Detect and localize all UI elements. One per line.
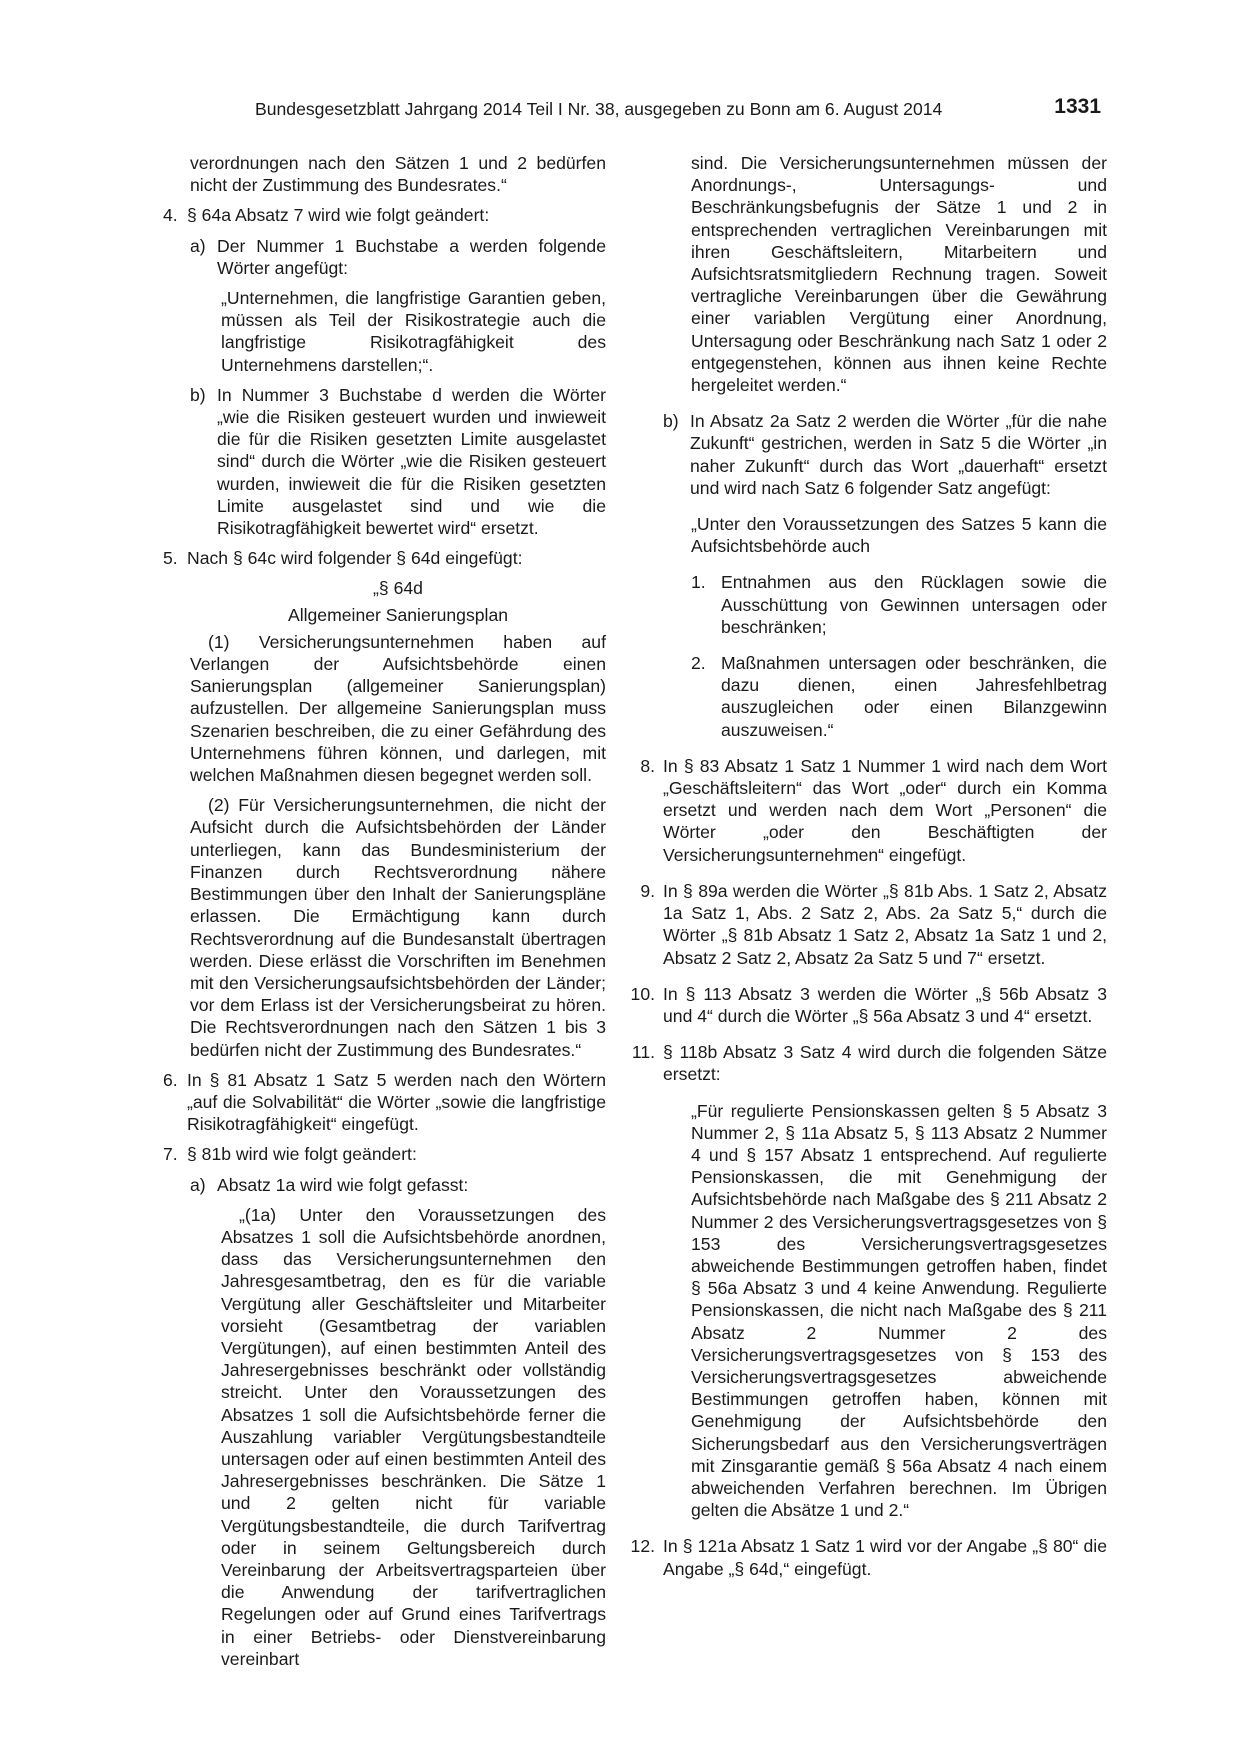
item-7: [163, 1143, 606, 1165]
list-text: Maßnahmen untersagen oder beschränken, die dazu dienen, einen Jahresfehlbetrag auszugleichen oder einen Bilanzgewinn auszuweisen.“: [721, 653, 1107, 740]
sub-item-text: In Nummer 3 Buchstabe d werden die Wörter „wie die Risiken gesteuert wurden und inwieweit die für die Risiken gesetzten Limite ausgelastet sind“ durch die Wörter „wie die Risiken gesteuert wurden, inwieweit die für die Risiken gesetzten Limite ausgelastet sind und wie die Risikotragfähigkeit bewertet wird“ ersetzt.: [217, 384, 606, 539]
item-number: 10.: [630, 983, 655, 1004]
list-text: Entnahmen aus den Rücklagen sowie die Ausschüttung von Gewinnen untersagen oder beschränken;: [721, 572, 1107, 637]
item-7a: [163, 1174, 606, 1196]
quote-text: „(1a) Unter den Voraussetzungen des Absatzes 1 soll die Aufsichtsbehörde anordnen, dass das Versicherungsunternehmen den Jahresgesamtbetrag, den es für die variable Vergütung aller Geschäftsleiter und Mitarbeiter vorsieht (Gesamtbetrag der variablen Vergütungen), auf einen bestimmten Anteil des Jahresergebnisses beschränkt oder vollständig streicht. Unter den Voraussetzungen des Absatzes 1 soll die Aufsichtsbehörde ferner die Auszahlung variabler Vergütungsbestandteile untersagen oder auf einen bestimmten Anteil des Jahresergebnisses beschränken. Die Sätze 1 und 2 gelten nicht für variable Vergütungsbestandteile, die durch Tarifvertrag oder in seinem Geltungsbereich durch Vereinbarung der Arbeitsvertragsparteien über die Anwendung der tarifvertraglichen Regelungen oder auf Grund eines Tarifvertrags in einer Betriebs- oder Dienstvereinbarung vereinbart: [221, 1204, 606, 1669]
item-text: § 81b wird wie folgt geändert:: [187, 1144, 417, 1165]
item-text: Nach § 64c wird folgender § 64d eingefügt:: [187, 548, 523, 569]
list-number: 2.: [691, 653, 706, 674]
item-4a: [163, 235, 606, 279]
sub-item-text: In Absatz 2a Satz 2 werden die Wörter „für die nahe Zukunft“ gestrichen, werden in Satz 5 die Wörter „in naher Zukunft“ durch das Wort „dauerhaft“ ersetzt und wird nach Satz 6 folgender Satz angefügt:: [690, 411, 1107, 498]
intro-continuation: verordnungen nach den Sätzen 1 und 2 bedürfen nicht der Zustimmung des Bundesrates.“: [190, 153, 606, 196]
paragraph-heading: Allgemeiner Sanierungsplan: [287, 604, 509, 625]
sub-item-letter: b): [190, 384, 206, 405]
item-number: 8.: [640, 755, 655, 776]
sub-item-letter: a): [190, 235, 206, 256]
paragraph-absatz-1: (1) Versicherungsunternehmen haben auf Verlangen der Aufsichtsbehörde einen Sanierungsplan (allgemeiner Sanierungsplan) aufzustellen. Der allgemeine Sanierungsplan muss Szenarien beschreiben, die zu einer Gefährdung des Unternehmens führen können, und darlegen, mit welchen Maßnahmen diesen begegnet werden soll.: [190, 631, 606, 786]
item-number: 7.: [163, 1144, 178, 1165]
item-number: 9.: [640, 880, 655, 901]
item-text: § 64a Absatz 7 wird wie folgt geändert:: [187, 205, 490, 226]
item-text: In § 83 Absatz 1 Satz 1 Nummer 1 wird nach dem Wort „Geschäftsleitern“ das Wort „oder“ durch ein Komma ersetzt und werden nach dem Wort „Personen“ die Wörter „oder den Beschäftigten der Versicherungsunternehmen“ eingefügt.: [663, 755, 1107, 865]
item-12: [623, 1535, 1107, 1579]
item-text: In § 121a Absatz 1 Satz 1 wird vor der Angabe „§ 80“ die Angabe „§ 64d,“ eingefügt.: [663, 1536, 1107, 1579]
list-number: 1.: [691, 572, 706, 593]
item-text: § 118b Absatz 3 Satz 4 wird durch die folgenden Sätze ersetzt:: [663, 1042, 1107, 1085]
item-text: In § 113 Absatz 3 werden die Wörter „§ 56b Absatz 3 und 4“ durch die Wörter „§ 56a Absatz 3 und 4“ ersetzt.: [663, 983, 1107, 1026]
sub-item-text: Absatz 1a wird wie folgt gefasst:: [217, 1174, 469, 1195]
item-4b: [163, 384, 606, 539]
item-10: [623, 983, 1107, 1027]
sub-item-text: Der Nummer 1 Buchstabe a werden folgende Wörter angefügt:: [217, 235, 606, 278]
page-number: 1331: [1054, 95, 1101, 118]
sub-item-letter: a): [190, 1174, 206, 1195]
item-5: [163, 547, 606, 569]
item-9: [623, 880, 1107, 969]
list-item-1: [623, 571, 1107, 638]
item-8: [623, 755, 1107, 866]
quote-text: „Unter den Voraussetzungen des Satzes 5 kann die Aufsichtsbehörde auch: [691, 514, 1107, 557]
item-number: 4.: [163, 205, 178, 226]
sub-item-letter: b): [663, 411, 679, 432]
item-7b: [623, 410, 1107, 499]
header-title: Bundesgesetzblatt Jahrgang 2014 Teil I Nr. 38, ausgegeben zu Bonn am 6. August 2014: [255, 99, 943, 119]
item-text: In § 89a werden die Wörter „§ 81b Abs. 1 Satz 2, Absatz 1a Satz 1, Abs. 2 Satz 2, Abs. 2a Satz 5,“ durch die Wörter „§ 81b Absatz 1 Satz 2, Absatz 1a Satz 1 und 2, Absatz 2 Satz 2, Absatz 2a Satz 5 und 7“ ersetzt.: [663, 880, 1107, 968]
item-number: 5.: [163, 548, 178, 569]
paragraph-absatz-2: (2) Für Versicherungsunternehmen, die nicht der Aufsicht durch die Aufsichtsbehörden der Länder unterliegen, kann das Bundesministerium der Finanzen durch Rechtsverordnung nähere Bestimmungen über den Inhalt der Sanierungspläne erlassen. Die Ermächtigung kann durch Rechtsverordnung auf die Bundesanstalt übertragen werden. Diese erlässt die Vorschriften im Benehmen mit den Versicherungsaufsichtsbehörden der Länder; vor dem Erlass ist der Versicherungsbeirat zu hören. Die Rechtsverordnungen nach den Sätzen 1 bis 3 bedürfen nicht der Zustimmung des Bundesrates.“: [190, 795, 606, 1060]
quote-text: „Unternehmen, die langfristige Garantien geben, müssen als Teil der Risikostrategie auch die langfristige Risikotragfähigkeit des Unternehmens darstellen;“.: [221, 288, 606, 375]
left-column: [163, 152, 606, 1670]
paragraph-title: „§ 64d: [373, 578, 423, 599]
item-number: 6.: [163, 1069, 178, 1090]
right-column: [623, 152, 1107, 1580]
running-header: [255, 95, 1105, 126]
list-item-2: [623, 652, 1107, 741]
item-4: [163, 204, 606, 226]
item-11: [623, 1041, 1107, 1085]
item-number: 12.: [630, 1536, 655, 1557]
quote-text: „Für regulierte Pensionskassen gelten § 5 Absatz 3 Nummer 2, § 11a Absatz 5, § 113 Absatz 2 Nummer 4 und § 157 Absatz 1 entsprechend. Auf regulierte Pensionskassen, die mit Genehmigung der Aufsichtsbehörde nach Maßgabe des § 211 Absatz 2 Nummer 2 des Versicherungsvertragsgesetzes von § 153 des Versicherungsvertragsgesetzes abweichende Bestimmungen getroffen haben, findet § 56a Absatz 3 und 4 keine Anwendung. Regulierte Pensionskassen, die nicht nach Maßgabe des § 211 Absatz 2 Nummer 2 des Versicherungsvertragsgesetzes von § 153 des Versicherungsvertragsgesetzes abweichende Bestimmungen getroffen haben, können mit Genehmigung der Aufsichtsbehörde den Sicherungsbedarf aus den Versicherungsverträgen mit Zinsgarantie gemäß § 56a Absatz 4 nach einem abweichenden Verfahren berechnen. Im Übrigen gelten die Absätze 1 und 2.“: [691, 1100, 1107, 1521]
item-6: [163, 1069, 606, 1136]
item-text: In § 81 Absatz 1 Satz 5 werden nach den Wörtern „auf die Solvabilität“ die Wörter „sowie die langfristige Risikotragfähigkeit“ eingefügt.: [187, 1069, 606, 1135]
item-number: 11.: [631, 1042, 655, 1063]
quote-continuation: sind. Die Versicherungsunternehmen müssen der Anordnungs-, Untersagungs- und Beschränkungsbefugnis der Sätze 1 und 2 in entsprechenden vertraglichen Vereinbarungen mit ihren Geschäftsleitern, Mitarbeitern und Aufsichtsratsmitgliedern Rechnung tragen. Soweit vertragliche Vereinbarungen über die Gewährung einer variablen Vergütung einer Anordnung, Untersagung oder Beschränkung nach Satz 1 oder 2 entgegenstehen, können aus ihnen keine Rechte hergeleitet werden.“: [691, 153, 1107, 396]
